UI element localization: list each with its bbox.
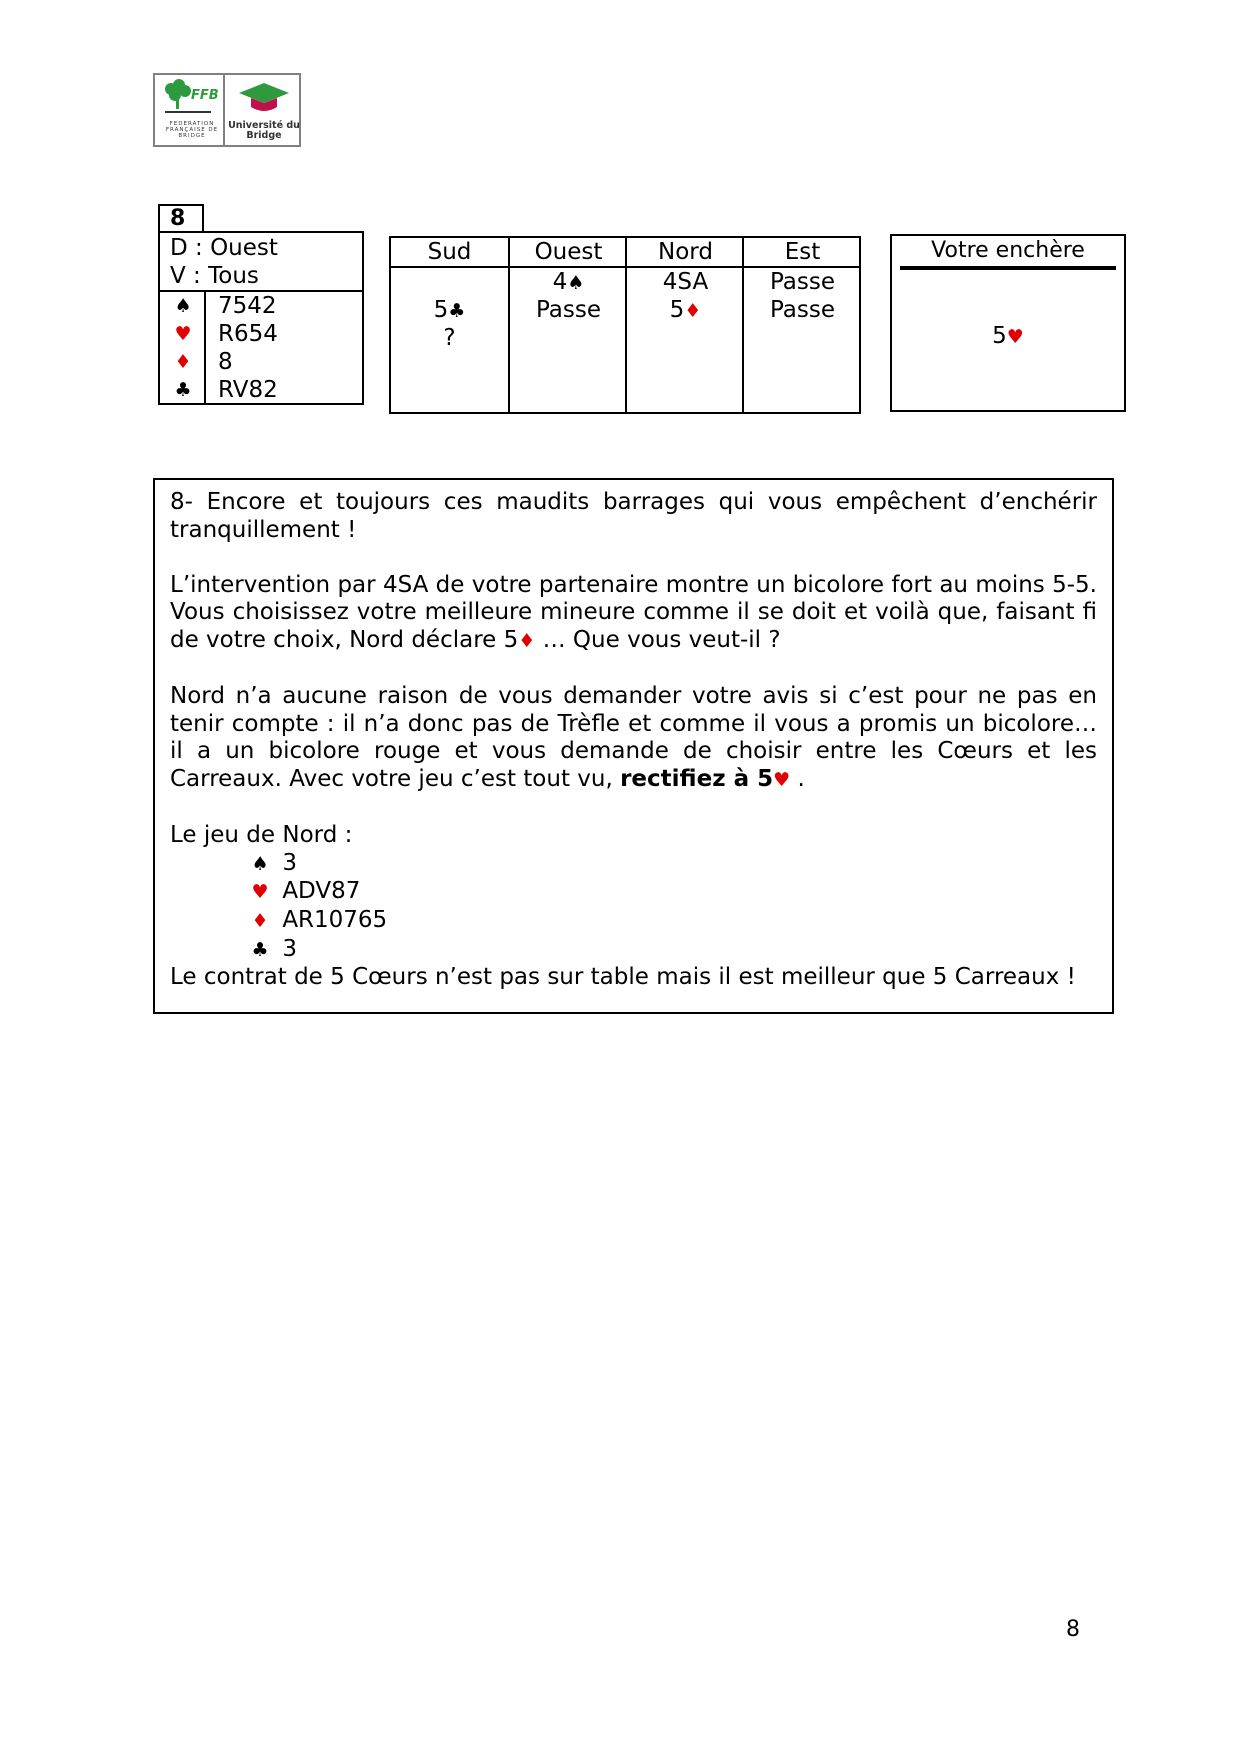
hand-row-spades xyxy=(160,292,362,320)
hand-row-diamonds xyxy=(160,348,362,376)
spade-icon: ♠ xyxy=(174,295,192,317)
club-icon: ♣ xyxy=(174,379,192,401)
bidding-col-nord xyxy=(625,238,744,412)
page-number: 8 xyxy=(1066,1617,1080,1642)
diamond-icon: ♦ xyxy=(174,351,192,373)
bid-ouest-1: 4♠ xyxy=(552,269,585,295)
bid-sud-3: ? xyxy=(443,325,456,351)
diamond-icon: ♦ xyxy=(251,909,269,932)
comment-conclusion: Le contrat de 5 Cœurs n’est pas sur table mais il est meilleur que 5 Carreaux ! xyxy=(170,964,1076,991)
hand-cards-hearts: R654 xyxy=(218,321,278,347)
commentary-box xyxy=(153,478,1114,1014)
ffb-logo-text: FEDERATION FRANÇAISE DE BRIDGE xyxy=(165,121,219,139)
hand-cards-clubs: RV82 xyxy=(218,377,278,403)
diamond-icon: ♦ xyxy=(684,300,702,322)
hand-cards-spades: 7542 xyxy=(218,293,277,319)
heart-icon: ♥ xyxy=(251,881,269,904)
bid-est-1: Passe xyxy=(769,269,836,295)
hand-cards-diamonds: 8 xyxy=(218,349,233,375)
bid-est-2: Passe xyxy=(769,297,836,323)
nord-hand-diamonds: ♦ AR10765 xyxy=(170,907,1097,936)
votre-enchere-title: Votre enchère xyxy=(931,238,1085,263)
comment-intro: 8- Encore et toujours ces maudits barrages qui vous empêchent d’enchérir tranquillement ! xyxy=(170,489,1097,543)
bid-ouest-2: Passe xyxy=(535,297,602,323)
comment-paragraph-3: Nord n’a aucune raison de vous demander votre avis si c’est pour ne pas en tenir compte : il n’a donc pas de Trèfle et comme il vous a promis un bicolore… il a un bicolore rouge et vous demande de choisir entre les Cœurs et les Carreaux. Avec votre jeu c’est tout vu, rectifiez à 5♥ . xyxy=(170,683,1097,792)
nord-hand-hearts: ♥ ADV87 xyxy=(170,878,1097,907)
deal-info-box xyxy=(158,231,364,405)
bidding-col-ouest xyxy=(508,238,627,412)
bidding-col-sud xyxy=(391,238,508,412)
svg-text:FFB: FFB xyxy=(191,88,219,103)
heart-icon: ♥ xyxy=(1006,326,1024,348)
ffb-logo xyxy=(153,73,301,147)
bidding-header-sud: Sud xyxy=(391,238,508,268)
diamond-icon: ♦ xyxy=(518,629,536,652)
nord-hand-title: Le jeu de Nord : xyxy=(170,822,353,849)
nord-hand-spades: ♠ 3 xyxy=(170,850,1097,879)
bidding-header-est: Est xyxy=(744,238,861,268)
heart-icon: ♥ xyxy=(773,768,791,791)
ffb-tree-icon xyxy=(157,77,223,121)
bid-nord-2: 5♦ xyxy=(669,297,702,323)
bid-nord-1: 4SA xyxy=(662,269,709,295)
club-icon: ♣ xyxy=(448,300,466,322)
club-icon: ♣ xyxy=(251,938,269,961)
bidding-header-ouest: Ouest xyxy=(510,238,627,268)
hand-row-clubs xyxy=(160,376,362,404)
universite-du-bridge-text: Université du Bridge xyxy=(228,120,300,141)
spade-icon: ♠ xyxy=(567,272,585,294)
bidding-header-nord: Nord xyxy=(627,238,744,268)
graduation-cap-icon xyxy=(229,79,299,119)
bid-sud-2: 5♣ xyxy=(433,297,466,323)
bidding-col-est xyxy=(742,238,861,412)
hand-row-hearts xyxy=(160,320,362,348)
deal-number: 8 xyxy=(158,204,204,233)
bidding-table xyxy=(389,236,861,414)
spade-icon: ♠ xyxy=(251,852,269,875)
dealer-label: D : Ouest xyxy=(170,235,278,261)
comment-paragraph-2: L’intervention par 4SA de votre partenaire montre un bicolore fort au moins 5-5. Vous choisissez votre meilleure mineure comme il se doit et voilà que, faisant fi de votre choix, Nord déclare 5♦ … Que vous veut-il ? xyxy=(170,571,1097,653)
vulnerability-label: V : Tous xyxy=(170,263,259,289)
heart-icon: ♥ xyxy=(174,323,192,345)
votre-enchere-box xyxy=(890,234,1126,412)
votre-enchere-answer: 5♥ xyxy=(992,323,1024,349)
nord-hand-clubs: ♣ 3 xyxy=(170,936,1097,965)
